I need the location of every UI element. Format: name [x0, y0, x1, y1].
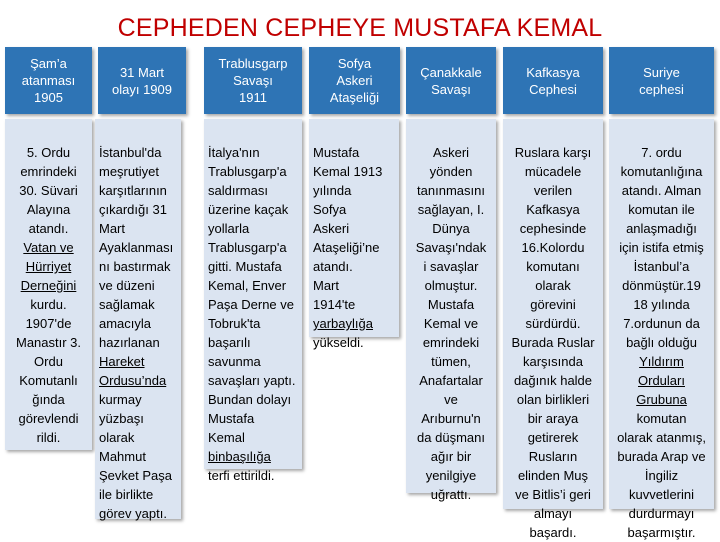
column-1-text-part: kurdu. 1907'de Manastır 3. Ordu Komutanlı ğında görevlendi rildi.: [15, 297, 82, 445]
column-6-text-part: Ruslara karşı mücadele verilen Kafkasya cephesinde 16.Kolordu komutanı olarak görevini sürdürdü. Burada Ruslar karşısında dağınık halde olan birlikleri bir araya getirerek Rusların elinden Muş ve Bitlis’i geri almayı başardı.: [511, 145, 595, 540]
column-header-4: Sofya Askeri Ataşeliği: [309, 47, 400, 114]
column-header-2: 31 Mart olayı 1909: [98, 47, 186, 114]
column-5-text-part: Askeri yönden tanınmasını sağlayan, I. Dünya Savaşı'ndak i savaşlar olmuştur. Mustafa Kemal ve emrindeki tümen, Anafartalar ve Arıburnu'n da düşmanı ağır bir yenilgiye uğrattı.: [415, 145, 487, 502]
column-body-3: [204, 119, 302, 483]
column-body-4: [309, 119, 399, 350]
column-body-5: [406, 119, 496, 502]
column-header-7: Suriye cephesi: [609, 47, 714, 114]
column-body-6: [503, 119, 603, 540]
column-7-text-part: 7. ordu komutanlığına atandı. Alman komutan ile anlaşmadığı için istifa etmiş İstanbul’a dönmüştür.19 18 yılında 7.ordunun da bağlı olduğu: [619, 145, 704, 350]
column-2-text-part: İstanbul'da meşrutiyet karşıtlarının çıkardığı 31 Mart Ayaklanması nı bastırmak ve düzeni sağlamak amacıyla hazırlanan: [99, 145, 174, 350]
column-header-1: Şam’a atanması 1905: [5, 47, 92, 114]
column-body-1: [5, 119, 92, 450]
column-2-text-part: kurmay yüzbaşı olarak Mahmut Şevket Paşa ile birlikte görev yaptı.: [99, 392, 172, 521]
column-2-underlined-term: Hareket Ordusu’nda: [99, 354, 167, 388]
column-header-6: Kafkasya Cephesi: [503, 47, 603, 114]
column-7-underlined-term: Yıldırım Orduları Grubuna: [636, 354, 687, 407]
column-4-underlined-term: yarbaylığa: [313, 316, 373, 331]
column-4-text-part: Mustafa Kemal 1913 yılında Sofya Askeri Ataşeliği’ne atandı. Mart 1914'te: [313, 145, 383, 312]
column-1-text-part: 5. Ordu emrindeki 30. Süvari Alayına atandı.: [19, 145, 78, 236]
column-header-5: Çanakkale Savaşı: [406, 47, 496, 114]
page-title: CEPHEDEN CEPHEYE MUSTAFA KEMAL: [117, 14, 603, 42]
column-3-underlined-term: binbaşılığa: [208, 449, 271, 464]
column-header-3: Trablusgarp Savaşı 1911: [204, 47, 302, 114]
column-3-text-part: İtalya'nın Trablusgarp'a saldırması üzerine kaçak yollarla Trablusgarp'a gitti. Mustafa Kemal, Enver Paşa Derne ve Tobruk'ta başarılı savunma savaşları yaptı. Bundan dolayı Mustafa Kemal: [208, 145, 296, 445]
column-1-underlined-term: Vatan ve Hürriyet Derneğini: [20, 240, 77, 293]
column-4-text-part: yükseldi.: [313, 335, 364, 350]
column-7-text-part: komutan olarak atanmış, burada Arap ve İngiliz kuvvetlerini durdurmayı başarmıştır.: [617, 411, 706, 540]
column-body-2: [95, 119, 181, 519]
column-3-text-part: terfi ettirildi.: [208, 468, 275, 483]
column-body-7: [609, 119, 714, 540]
